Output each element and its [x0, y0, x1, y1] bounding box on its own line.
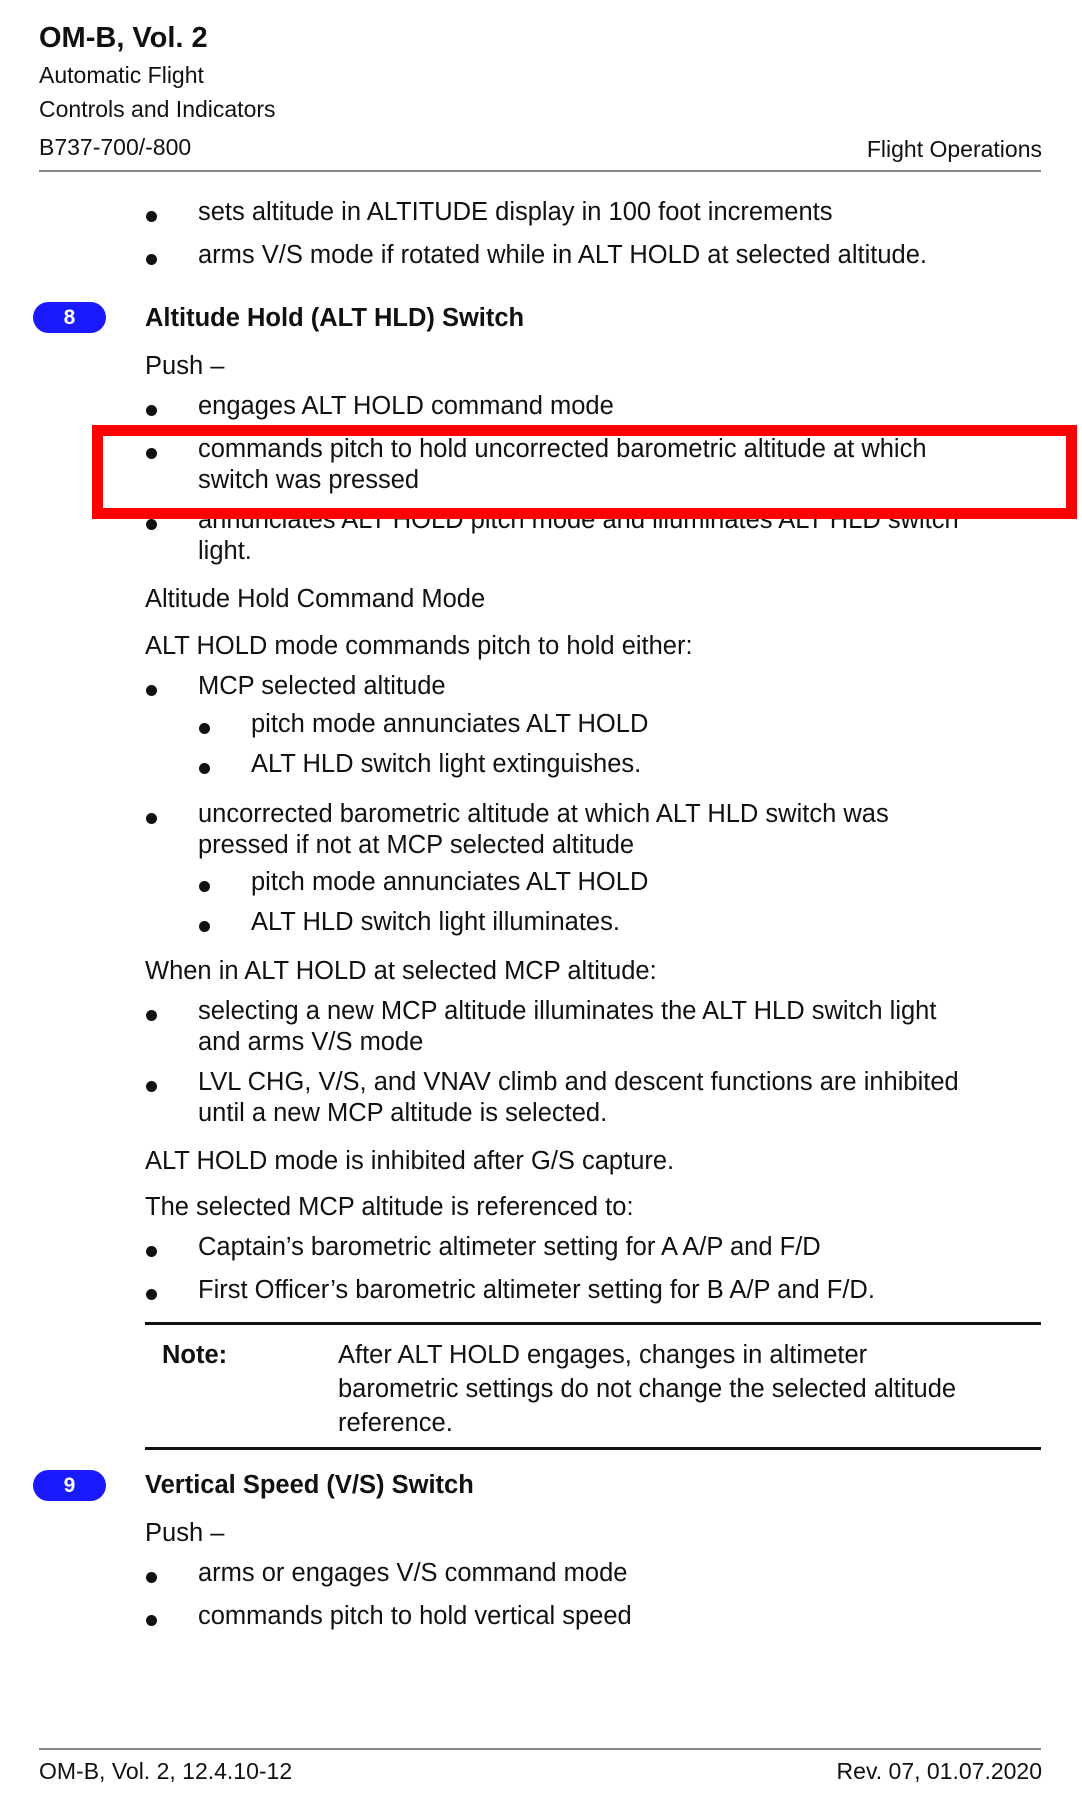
list-item: LVL CHG, V/S, and VNAV climb and descent functions are inhibited: [198, 1068, 959, 1096]
bullet-icon: [146, 1572, 157, 1583]
department-label: Flight Operations: [866, 136, 1042, 162]
note-text-line: barometric settings do not change the selected altitude: [338, 1375, 957, 1403]
note-text-line: reference.: [338, 1409, 453, 1437]
list-item: sets altitude in ALTITUDE display in 100 foot increments: [198, 198, 833, 226]
bullet-icon: [146, 813, 157, 824]
document-title: OM-B, Vol. 2: [39, 22, 208, 54]
bullet-icon: [146, 1081, 157, 1092]
subsection-title: Altitude Hold Command Mode: [145, 585, 486, 613]
bullet-icon: [199, 881, 210, 892]
list-item: arms or engages V/S command mode: [198, 1559, 628, 1587]
note-label: Note:: [162, 1341, 228, 1369]
footer-divider: [39, 1748, 1041, 1750]
sub-list-item: ALT HLD switch light illuminates.: [251, 908, 620, 936]
list-item: engages ALT HOLD command mode: [198, 392, 614, 420]
list-item: selecting a new MCP altitude illuminates the ALT HLD switch light: [198, 997, 937, 1025]
bullet-icon: [199, 723, 210, 734]
note-top-rule: [145, 1322, 1041, 1325]
paragraph: When in ALT HOLD at selected MCP altitude:: [145, 957, 657, 985]
list-item: commands pitch to hold vertical speed: [198, 1602, 632, 1630]
list-item-continuation: pressed if not at MCP selected altitude: [198, 831, 635, 859]
bullet-icon: [146, 519, 157, 530]
list-item: arms V/S mode if rotated while in ALT HOLD at selected altitude.: [198, 241, 927, 269]
list-item-continuation: switch was pressed: [198, 466, 420, 494]
list-item: commands pitch to hold uncorrected barometric altitude at which: [198, 435, 927, 463]
sub-list-item: pitch mode annunciates ALT HOLD: [251, 710, 649, 738]
bullet-icon: [146, 405, 157, 416]
section-number-badge: 8: [33, 302, 106, 333]
footer-page-reference: OM-B, Vol. 2, 12.4.10-12: [39, 1758, 293, 1784]
bullet-icon: [146, 1010, 157, 1021]
note-bottom-rule: [145, 1447, 1041, 1450]
paragraph: The selected MCP altitude is referenced to:: [145, 1193, 634, 1221]
push-label: Push –: [145, 1519, 225, 1547]
paragraph: ALT HOLD mode commands pitch to hold either:: [145, 632, 693, 660]
footer-revision: Rev. 07, 01.07.2020: [836, 1758, 1042, 1784]
aircraft-type: B737-700/-800: [39, 134, 192, 160]
chapter-title-line2: Controls and Indicators: [39, 96, 276, 122]
list-item: annunciates ALT HOLD pitch mode and illuminates ALT HLD switch: [198, 506, 959, 534]
sub-list-item: pitch mode annunciates ALT HOLD: [251, 868, 649, 896]
bullet-icon: [146, 1615, 157, 1626]
chapter-title-line1: Automatic Flight: [39, 62, 204, 88]
list-item-continuation: and arms V/S mode: [198, 1028, 424, 1056]
note-text-line: After ALT HOLD engages, changes in altimeter: [338, 1341, 868, 1369]
section-heading: Vertical Speed (V/S) Switch: [145, 1471, 474, 1499]
bullet-icon: [146, 254, 157, 265]
list-item: MCP selected altitude: [198, 672, 446, 700]
red-highlight-box: [92, 425, 1077, 519]
header-divider: [39, 170, 1041, 172]
list-item-continuation: light.: [198, 537, 252, 565]
sub-list-item: ALT HLD switch light extinguishes.: [251, 750, 642, 778]
bullet-icon: [146, 1246, 157, 1257]
bullet-icon: [199, 763, 210, 774]
list-item: First Officer’s barometric altimeter setting for B A/P and F/D.: [198, 1276, 875, 1304]
list-item: Captain’s barometric altimeter setting for A A/P and F/D: [198, 1233, 821, 1261]
push-label: Push –: [145, 352, 225, 380]
bullet-icon: [146, 211, 157, 222]
bullet-icon: [199, 921, 210, 932]
list-item: uncorrected barometric altitude at which ALT HLD switch was: [198, 800, 889, 828]
bullet-icon: [146, 1289, 157, 1300]
list-item-continuation: until a new MCP altitude is selected.: [198, 1099, 608, 1127]
section-number-badge: 9: [33, 1470, 106, 1501]
section-heading: Altitude Hold (ALT HLD) Switch: [145, 304, 525, 332]
bullet-icon: [146, 685, 157, 696]
paragraph: ALT HOLD mode is inhibited after G/S capture.: [145, 1147, 675, 1175]
